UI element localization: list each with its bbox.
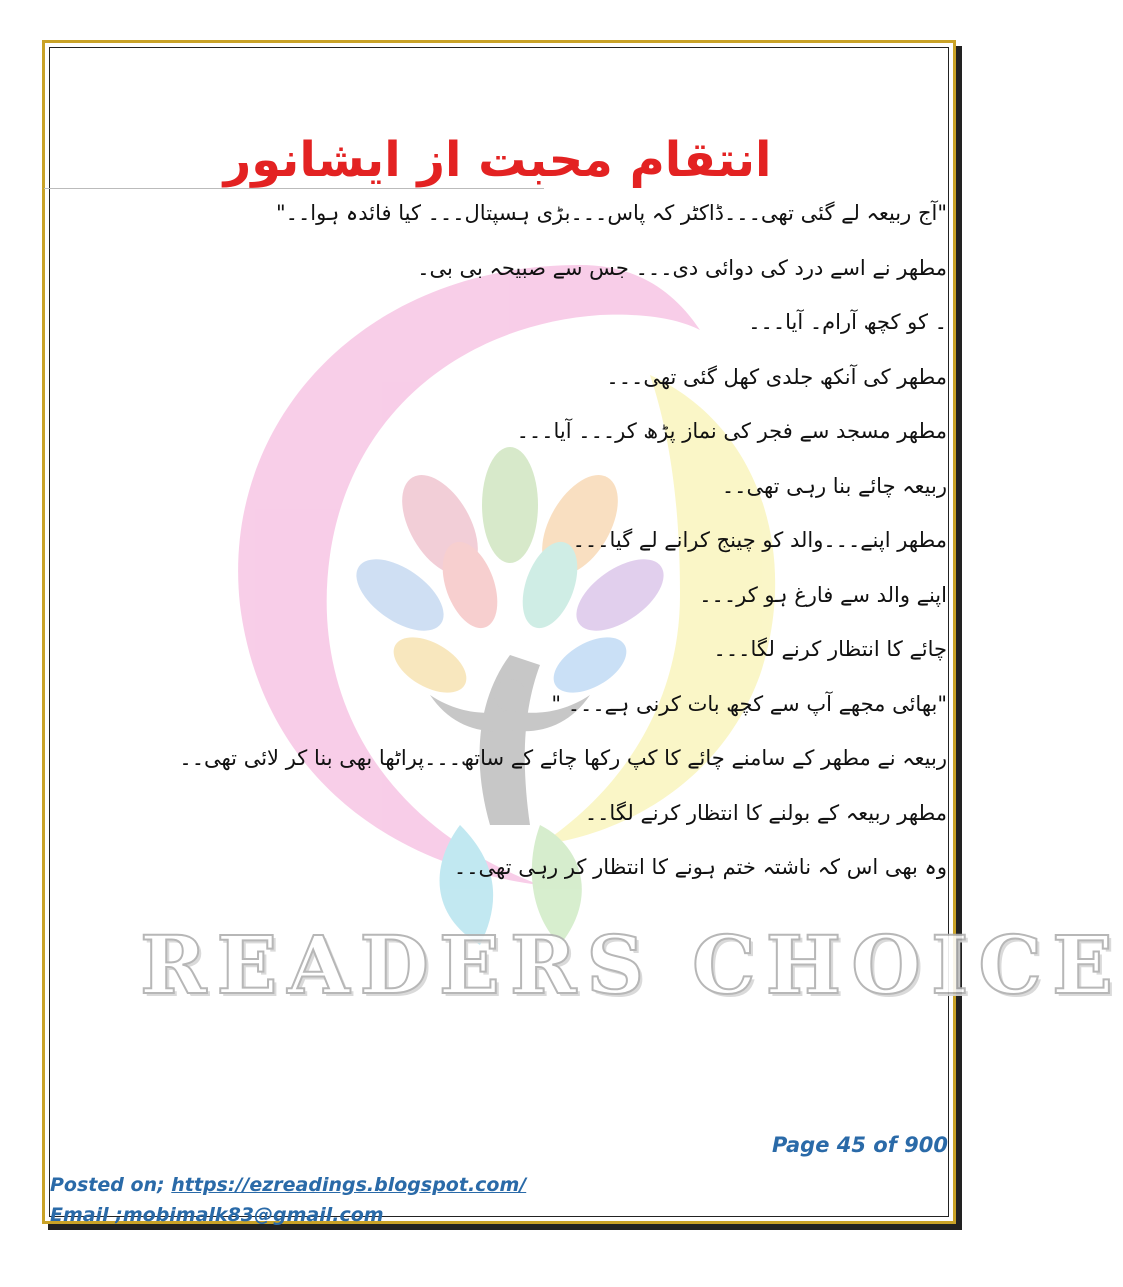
posted-on-label: Posted on; (50, 1174, 172, 1196)
text-line: ۔ کو کچھ آرام۔ آیا۔۔۔ (748, 310, 947, 334)
page-number: Page 45 of 900 (771, 1133, 948, 1157)
text-line: مطھر ربیعہ کے بولنے کا انتظار کرنے لگا۔۔ (584, 800, 947, 825)
story-text (147, 186, 947, 895)
text-line: مطھر نے اسے درد کی دوائی دی۔۔۔ جس سے صبیحہ بی بی۔ (417, 255, 947, 280)
posted-on-line (50, 1170, 526, 1200)
text-line: مطھر اپنے۔۔۔والد کو چینج کرانے لے گیا۔۔۔ (572, 528, 947, 552)
text-line: "بھائی مجھے آپ سے کچھ بات کرنی ہے۔۔۔ " (551, 691, 947, 716)
footer (50, 1170, 526, 1230)
email-line: Email ;mobimalk83@gmail.com (50, 1204, 384, 1226)
text-line: "آج ربیعہ لے گئی تھی۔۔۔ڈاکٹر کہ پاس۔۔۔بڑی ہسپتال۔۔۔ کیا فائدہ ہوا۔۔" (276, 201, 947, 225)
page-title: انتقام محبت از ایشانور (223, 132, 772, 189)
text-line: ربیعہ چائے بنا رہی تھی۔۔ (721, 473, 947, 498)
blog-link[interactable]: https://ezreadings.blogspot.com/ (171, 1174, 527, 1196)
text-line: وہ بھی اس کہ ناشتہ ختم ہونے کا انتظار کر رہی تھی۔۔ (453, 855, 947, 879)
text-line: ربیعہ نے مطھر کے سامنے چائے کا کپ رکھا چائے کے ساتھ۔۔۔پراٹھا بھی بنا کر لائی تھی۔۔ (179, 746, 947, 770)
text-line: چائے کا انتظار کرنے لگا۔۔۔ (713, 637, 947, 661)
text-line: اپنے والد سے فارغ ہو کر۔۔۔ (699, 582, 947, 607)
text-line: مطھر مسجد سے فجر کی نماز پڑھ کر۔۔۔ آیا۔۔۔ (516, 419, 947, 443)
watermark-text: READERS CHOICE (140, 918, 1123, 1012)
text-line: مطھر کی آنکھ جلدی کھل گئی تھی۔۔۔ (606, 364, 947, 389)
